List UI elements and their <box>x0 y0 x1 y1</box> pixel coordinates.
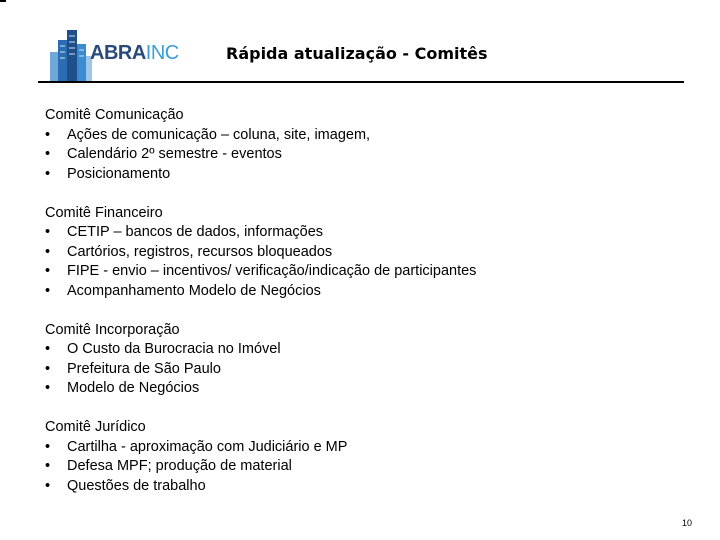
bullet-icon: • <box>45 282 51 299</box>
buildings-icon <box>48 26 92 82</box>
bullet-list <box>45 340 705 399</box>
list-item-text: Ações de comunicação – coluna, site, imagem, <box>67 126 371 143</box>
list-item <box>45 457 705 477</box>
section-title: Comitê Incorporação <box>45 321 180 338</box>
list-item <box>45 282 705 302</box>
list-item <box>45 477 705 497</box>
section-title: Comitê Financeiro <box>45 204 163 221</box>
list-item <box>45 340 705 360</box>
committee-section <box>45 321 705 399</box>
bullet-icon: • <box>45 458 51 474</box>
corner-mark <box>0 0 6 2</box>
list-item <box>45 165 705 185</box>
section-title: Comitê Comunicação <box>45 107 184 123</box>
bullet-list <box>45 438 705 497</box>
bullet-icon: • <box>45 126 51 143</box>
slide-content <box>45 106 705 516</box>
list-item-text: O Custo da Burocracia no Imóvel <box>67 341 281 357</box>
list-item <box>45 360 705 380</box>
bullet-icon: • <box>45 477 51 494</box>
list-item <box>45 379 705 399</box>
list-item-text: Defesa MPF; produção de material <box>67 458 292 474</box>
list-item-text: Questões de trabalho <box>67 477 206 494</box>
list-item-text: Modelo de Negócios <box>67 380 200 396</box>
bullet-icon: • <box>45 146 51 162</box>
logo-wordmark <box>90 42 179 65</box>
bullet-icon: • <box>45 360 51 377</box>
list-item-text: Calendário 2º semestre - eventos <box>67 146 282 162</box>
list-item-text: Prefeitura de São Paulo <box>67 360 221 377</box>
list-item-text: Posicionamento <box>67 165 171 182</box>
list-item <box>45 145 705 165</box>
bullet-list <box>45 223 705 301</box>
list-item-text: CETIP – bancos de dados, informações <box>67 224 324 240</box>
list-item <box>45 126 705 146</box>
list-item <box>45 243 705 263</box>
bullet-icon: • <box>45 165 51 182</box>
title-divider <box>38 81 684 83</box>
bullet-list <box>45 126 705 185</box>
slide-title: Rápida atualização - Comitês <box>226 44 488 63</box>
list-item <box>45 438 705 458</box>
bullet-icon: • <box>45 380 51 396</box>
list-item-text: FIPE - envio – incentivos/ verificação/indicação de participantes <box>67 263 477 279</box>
committee-section <box>45 106 705 184</box>
list-item-text: Cartórios, registros, recursos bloqueados <box>67 243 333 260</box>
bullet-icon: • <box>45 224 51 240</box>
page-number: 10 <box>681 518 692 528</box>
logo-text-inc: INC <box>145 42 179 64</box>
list-item-text: Acompanhamento Modelo de Negócios <box>67 282 321 299</box>
bullet-icon: • <box>45 438 51 455</box>
list-item-text: Cartilha - aproximação com Judiciário e MP <box>67 438 348 455</box>
committee-section <box>45 204 705 302</box>
bullet-icon: • <box>45 263 51 279</box>
logo-text-abra: ABRA <box>90 42 146 64</box>
bullet-icon: • <box>45 243 51 260</box>
committee-section <box>45 418 705 496</box>
bullet-icon: • <box>45 341 51 357</box>
list-item <box>45 262 705 282</box>
section-title: Comitê Jurídico <box>45 419 146 435</box>
list-item <box>45 223 705 243</box>
